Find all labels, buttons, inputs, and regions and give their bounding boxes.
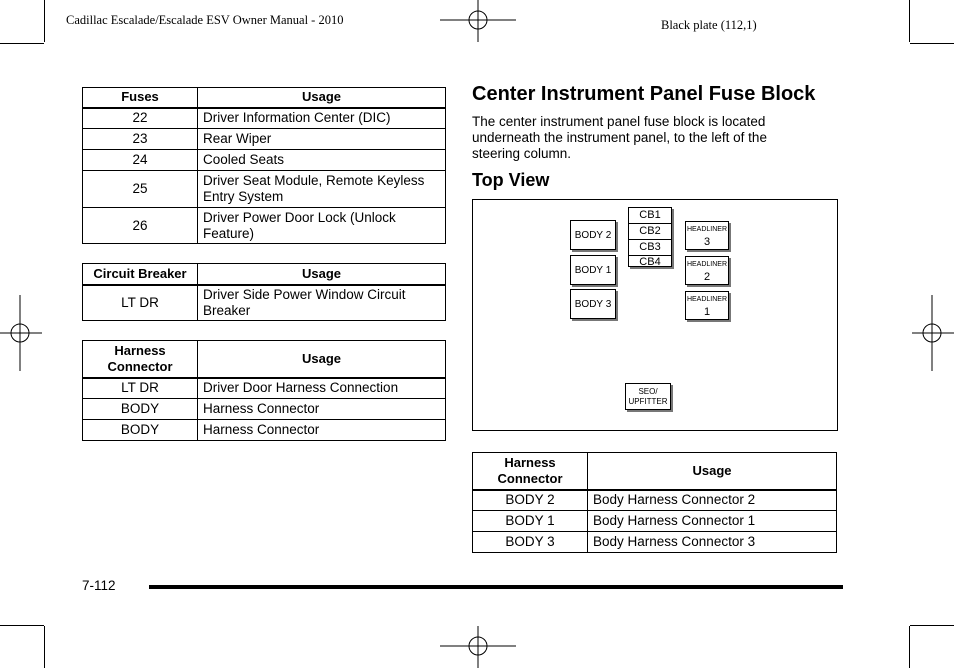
table-row <box>83 171 446 208</box>
cb3-label: CB3 <box>629 240 671 256</box>
fuse-number: 26 <box>83 208 198 244</box>
column-header: Usage <box>198 264 446 285</box>
manual-title: Cadillac Escalade/Escalade ESV Owner Manual - 2010 <box>66 13 344 27</box>
fuse-usage: Cooled Seats <box>198 150 446 171</box>
seo-upfitter-connector <box>625 383 671 410</box>
table-row <box>83 378 446 399</box>
headliner-label: HEADLINER <box>686 295 728 303</box>
column-header: Usage <box>588 453 837 490</box>
breaker-id: LT DR <box>83 285 198 321</box>
cb1-label: CB1 <box>629 208 671 224</box>
headliner-1-connector <box>685 291 729 320</box>
table-row <box>83 285 446 321</box>
connector-id: BODY <box>83 420 198 441</box>
table-row <box>83 108 446 129</box>
table-row <box>473 490 837 511</box>
circuit-breaker-stack <box>628 207 672 267</box>
table-row <box>83 420 446 441</box>
table-row <box>473 511 837 532</box>
fuse-block-diagram <box>472 199 838 431</box>
connector-id: BODY <box>83 399 198 420</box>
connector-usage: Body Harness Connector 2 <box>588 490 837 511</box>
seo-label: SEO/ <box>638 386 658 396</box>
fuse-usage: Driver Power Door Lock (Unlock Feature) <box>198 208 446 244</box>
column-header: Harness Connector <box>473 453 588 490</box>
breaker-usage: Driver Side Power Window Circuit Breaker <box>198 285 446 321</box>
harness-connector-table-right <box>472 452 837 553</box>
column-header: Usage <box>198 88 446 108</box>
connector-usage: Driver Door Harness Connection <box>198 378 446 399</box>
connector-id: BODY 2 <box>473 490 588 511</box>
cb2-label: CB2 <box>629 224 671 240</box>
column-header: Fuses <box>83 88 198 108</box>
connector-usage: Harness Connector <box>198 420 446 441</box>
table-row <box>83 208 446 244</box>
footer-rule <box>149 585 843 589</box>
section-subtitle: Top View <box>472 170 550 190</box>
upfitter-label: UPFITTER <box>628 396 668 406</box>
connector-usage: Harness Connector <box>198 399 446 420</box>
headliner-3-connector <box>685 221 729 250</box>
registration-mark-top <box>440 0 516 42</box>
registration-mark-left <box>0 295 42 371</box>
section-body: The center instrument panel fuse block is located underneath the instrument panel, to the left of the steering column. <box>472 114 767 161</box>
plate-label: Black plate (112,1) <box>661 18 757 32</box>
headliner-number: 1 <box>703 305 711 318</box>
headliner-label: HEADLINER <box>686 225 728 233</box>
registration-mark-right <box>912 295 954 371</box>
circuit-breaker-table <box>82 263 446 321</box>
column-header: Usage <box>198 341 446 378</box>
connector-usage: Body Harness Connector 3 <box>588 532 837 553</box>
fuse-number: 25 <box>83 171 198 208</box>
headliner-number: 3 <box>703 235 711 248</box>
harness-connector-table-left <box>82 340 446 441</box>
table-row <box>83 150 446 171</box>
table-row <box>83 129 446 150</box>
body1-connector <box>570 255 616 285</box>
section-title: Center Instrument Panel Fuse Block <box>472 83 816 105</box>
connector-usage: Body Harness Connector 1 <box>588 511 837 532</box>
cb4-label: CB4 <box>639 256 661 268</box>
body1-label: BODY 1 <box>574 264 612 276</box>
fuse-usage: Driver Information Center (DIC) <box>198 108 446 129</box>
body3-label: BODY 3 <box>574 298 612 310</box>
connector-id: BODY 1 <box>473 511 588 532</box>
body2-label: BODY 2 <box>574 229 612 241</box>
fuse-number: 24 <box>83 150 198 171</box>
page-number: 7-112 <box>82 578 116 593</box>
fuse-table <box>82 87 446 244</box>
headliner-number: 2 <box>703 270 711 283</box>
fuse-usage: Driver Seat Module, Remote Keyless Entry System <box>198 171 446 208</box>
headliner-label: HEADLINER <box>686 260 728 268</box>
column-header: Harness Connector <box>83 341 198 378</box>
table-row <box>83 399 446 420</box>
body2-connector <box>570 220 616 250</box>
body3-connector <box>570 289 616 319</box>
fuse-usage: Rear Wiper <box>198 129 446 150</box>
table-row <box>473 532 837 553</box>
column-header: Circuit Breaker <box>83 264 198 285</box>
connector-id: BODY 3 <box>473 532 588 553</box>
headliner-2-connector <box>685 256 729 285</box>
fuse-number: 22 <box>83 108 198 129</box>
connector-id: LT DR <box>83 378 198 399</box>
registration-mark-bottom <box>440 626 516 668</box>
fuse-number: 23 <box>83 129 198 150</box>
